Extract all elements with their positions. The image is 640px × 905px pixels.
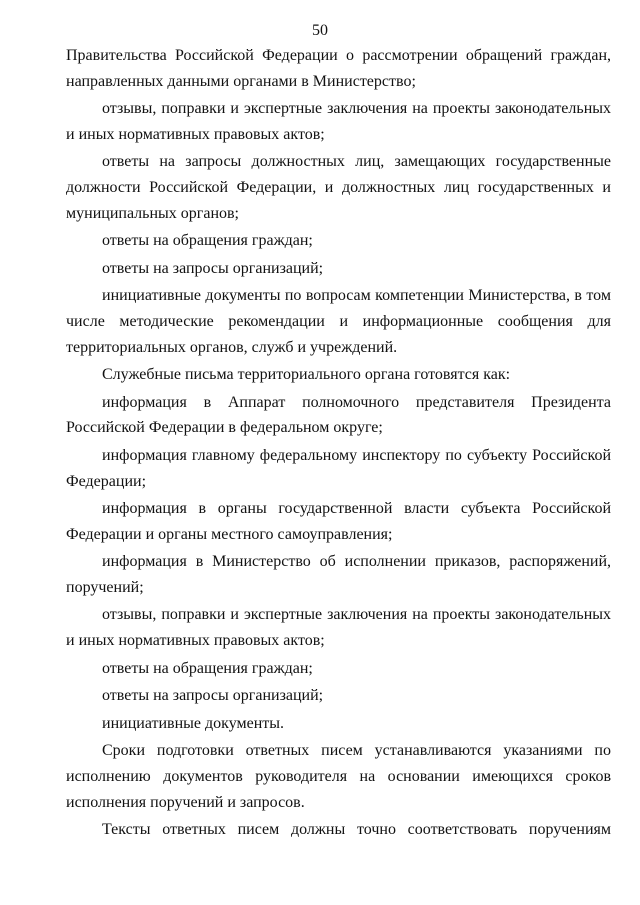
paragraph-info-federal-inspector: информация главному федеральному инспектору по субъекту Российской Федерации; — [66, 446, 611, 490]
paragraph-info-presidential-envoy: информация в Аппарат полномочного представителя Президента Российской Федерации в федеральном округе; — [66, 393, 611, 437]
paragraph-info-regional-authorities: информация в органы государственной власти субъекта Российской Федерации и органы местного самоуправления; — [66, 500, 611, 543]
paragraph-organization-inquiries: ответы на запросы организаций; — [102, 259, 324, 277]
paragraph-reply-texts: Тексты ответных писем должны точно соответствовать поручениям — [102, 821, 611, 839]
paragraph-citizen-appeals: ответы на обращения граждан; — [102, 232, 313, 250]
paragraph-citizen-appeals-2: ответы на обращения граждан; — [102, 659, 313, 677]
paragraph-territorial-letters-intro: Служебные письма территориального органа готовятся как: — [102, 366, 511, 384]
document-body — [66, 43, 611, 843]
paragraph-reply-deadlines: Сроки подготовки ответных писем устанавливаются указаниями по исполнению документов руководителя на основании имеющихся сроков исполнения поручений и запросов. — [66, 742, 611, 811]
paragraph-reviews-amendments: отзывы, поправки и экспертные заключения на проекты законодательных и иных нормативных правовых актов; — [66, 100, 611, 143]
paragraph-initiative-documents: инициативные документы по вопросам компетенции Министерства, в том числе методические рекомендации и информационные сообщения для территориальных органов, служб и учреждений. — [66, 287, 611, 356]
page-number: 50 — [312, 22, 328, 39]
paragraph-initiative-documents-2: инициативные документы. — [102, 714, 285, 732]
paragraph-reviews-amendments-2: отзывы, поправки и экспертные заключения на проекты законодательных и иных нормативных правовых актов; — [66, 606, 611, 650]
paragraph-continuation: Правительства Российской Федерации о рассмотрении обращений граждан, направленных данными органами в Министерство; — [66, 47, 611, 90]
paragraph-info-ministry-execution: информация в Министерство об исполнении приказов, распоряжений, поручений; — [66, 553, 611, 596]
paragraph-organization-inquiries-2: ответы на запросы организаций; — [102, 687, 324, 705]
paragraph-official-inquiries: ответы на запросы должностных лиц, замещающих государственные должности Российской Федерации, и должностных лиц государственных и муниципальных органов; — [66, 153, 611, 222]
